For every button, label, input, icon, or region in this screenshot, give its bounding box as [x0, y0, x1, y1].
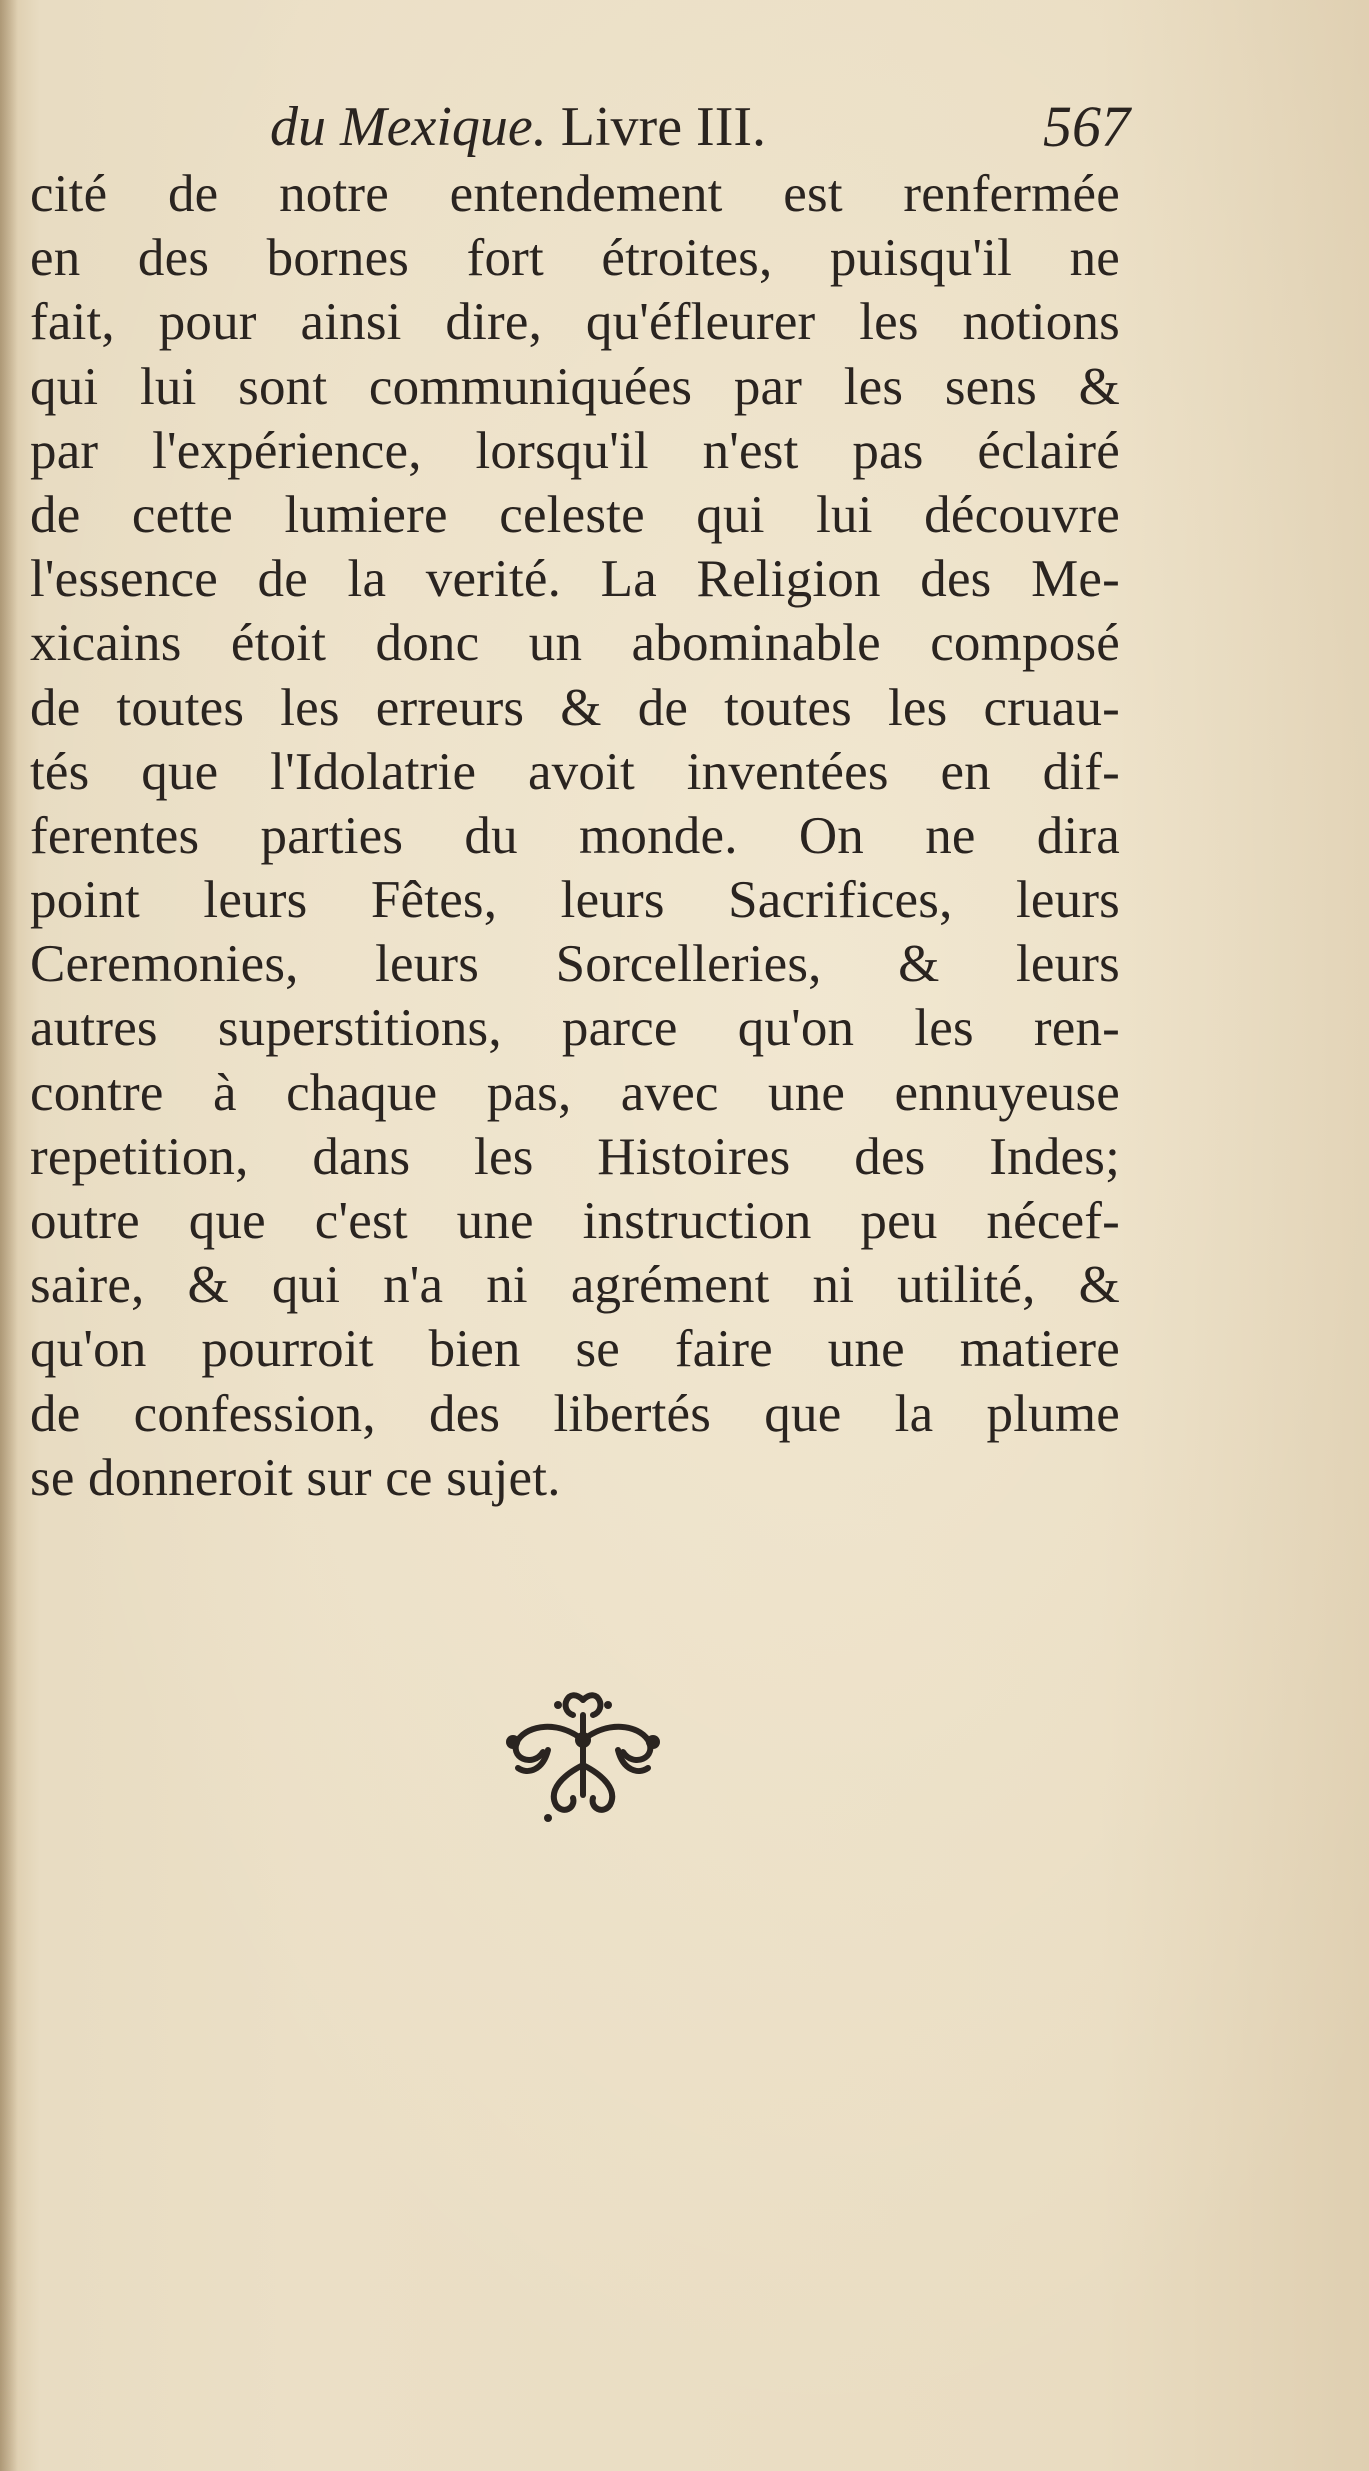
text-line: outre que c'est une instruction peu nécef- [30, 1192, 1120, 1250]
fleuron-ornament-icon [488, 1680, 678, 1830]
text-line: cité de notre entendement est renfermée [30, 165, 1120, 223]
text-line: de confession, des libertés que la plume [30, 1384, 1120, 1443]
text-line: autres superstitions, parce qu'on les ren- [30, 999, 1120, 1058]
text-line: xicains étoit donc un abominable composé [30, 614, 1120, 673]
text-line: qui lui sont communiquées par les sens & [30, 357, 1120, 416]
text-line: qu'on pourroit bien se faire une matiere [30, 1320, 1120, 1379]
running-head-italic: du Mexique. [270, 96, 547, 158]
gutter-shadow [0, 0, 18, 2471]
text-line: contre à chaque pas, avec une ennuyeuse [30, 1063, 1120, 1122]
running-head [270, 92, 766, 162]
text-line: de cette lumiere celeste qui lui découvre [30, 485, 1120, 544]
text-line: l'essence de la verité. La Religion des Me- [30, 550, 1120, 609]
text-line: saire, & qui n'a ni agrément ni utilité, & [30, 1256, 1120, 1315]
running-head-roman: Livre III. [546, 96, 766, 158]
text-line: de toutes les erreurs & de toutes les cruau- [30, 678, 1120, 737]
page-header [270, 92, 1130, 162]
text-line: Ceremonies, leurs Sorcelleries, & leurs [30, 935, 1120, 994]
text-line: repetition, dans les Histoires des Indes; [30, 1127, 1120, 1186]
text-line: tés que l'Idolatrie avoit inventées en dif- [30, 742, 1120, 801]
text-line-last: se donneroit sur ce sujet. [30, 1448, 561, 1507]
text-line: ferentes parties du monde. On ne dira [30, 806, 1120, 865]
text-line: par l'expérience, lorsqu'il n'est pas éclairé [30, 421, 1120, 480]
body-text [30, 162, 1120, 1510]
text-line: en des bornes fort étroites, puisqu'il ne [30, 229, 1120, 288]
text-line: point leurs Fêtes, leurs Sacrifices, leurs [30, 871, 1120, 930]
text-line: fait, pour ainsi dire, qu'éfleurer les notions [30, 293, 1120, 352]
page-number: 567 [1043, 94, 1130, 159]
